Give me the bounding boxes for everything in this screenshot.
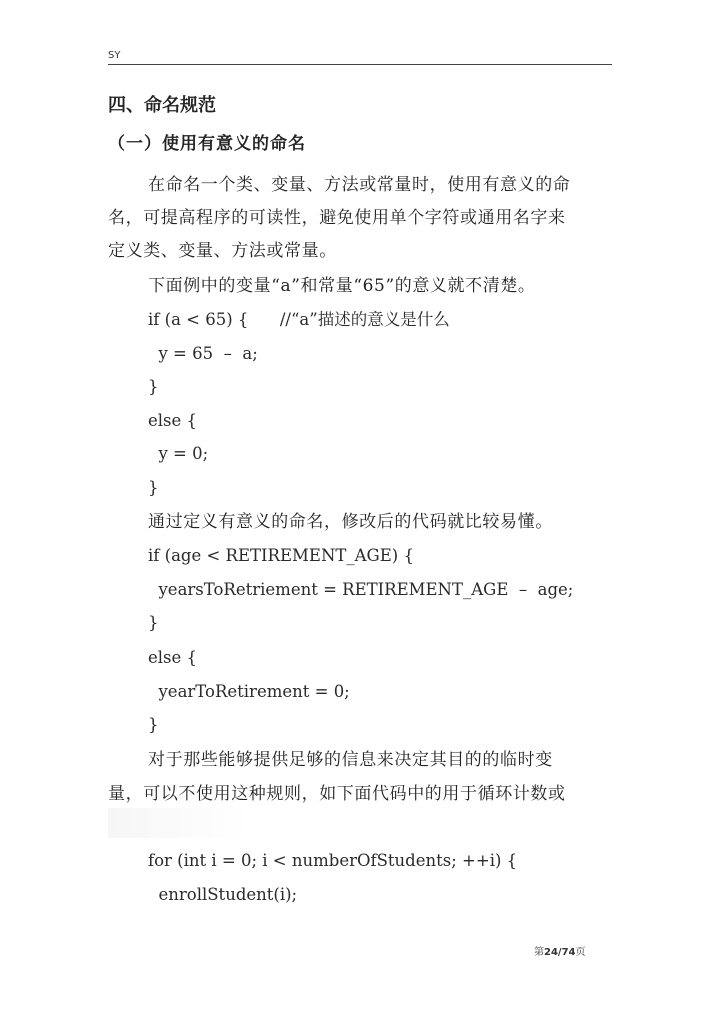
paragraph-1-line-3: 定义类、变量、方法或常量。	[108, 241, 337, 261]
code-line: }	[148, 478, 159, 497]
page-number-suffix: 页	[575, 947, 586, 958]
code-line: if (age < RETIREMENT_AGE) {	[148, 546, 414, 565]
code-line: yearToRetirement = 0;	[148, 682, 350, 701]
page-number	[534, 943, 586, 958]
code-line: }	[148, 715, 159, 734]
code-line: }	[148, 377, 159, 396]
paragraph-1-line-2: 名，可提高程序的可读性，避免使用单个字符或通用名字来	[108, 208, 566, 228]
section-title: 四、命名规范	[108, 95, 216, 116]
code-line: else {	[148, 411, 198, 430]
code-line: enrollStudent(i);	[148, 885, 298, 904]
code-line: y = 0;	[148, 444, 209, 463]
faded-text-region	[108, 808, 248, 838]
page-number-prefix: 第	[534, 947, 544, 958]
code-line: y = 65 – a;	[148, 344, 258, 363]
page-number-current: 24	[544, 947, 558, 958]
code-line: if (a < 65) { //“a”描述的意义是什么	[148, 310, 450, 329]
page-number-total: 74	[561, 947, 576, 958]
header-label: SY	[108, 50, 121, 61]
header-rule	[108, 64, 612, 65]
paragraph-4-line-2: 量，可以不使用这种规则，如下面代码中的用于循环计数或	[108, 784, 566, 804]
paragraph-4-line-1: 对于那些能够提供足够的信息来决定其目的的临时变	[148, 750, 553, 770]
paragraph-2: 下面例中的变量“a”和常量“65”的意义就不清楚。	[148, 276, 536, 296]
paragraph-3: 通过定义有意义的命名，修改后的代码就比较易懂。	[148, 512, 553, 532]
code-line: yearsToRetriement = RETIREMENT_AGE – age;	[148, 580, 574, 599]
paragraph-1-line-1: 在命名一个类、变量、方法或常量时，使用有意义的命	[148, 175, 571, 195]
section-subtitle: （一）使用有意义的命名	[108, 134, 306, 154]
code-line: else {	[148, 648, 198, 667]
code-line: for (int i = 0; i < numberOfStudents; ++i) {	[148, 851, 518, 870]
page-number-separator: /	[557, 947, 562, 958]
code-line: }	[148, 613, 159, 632]
